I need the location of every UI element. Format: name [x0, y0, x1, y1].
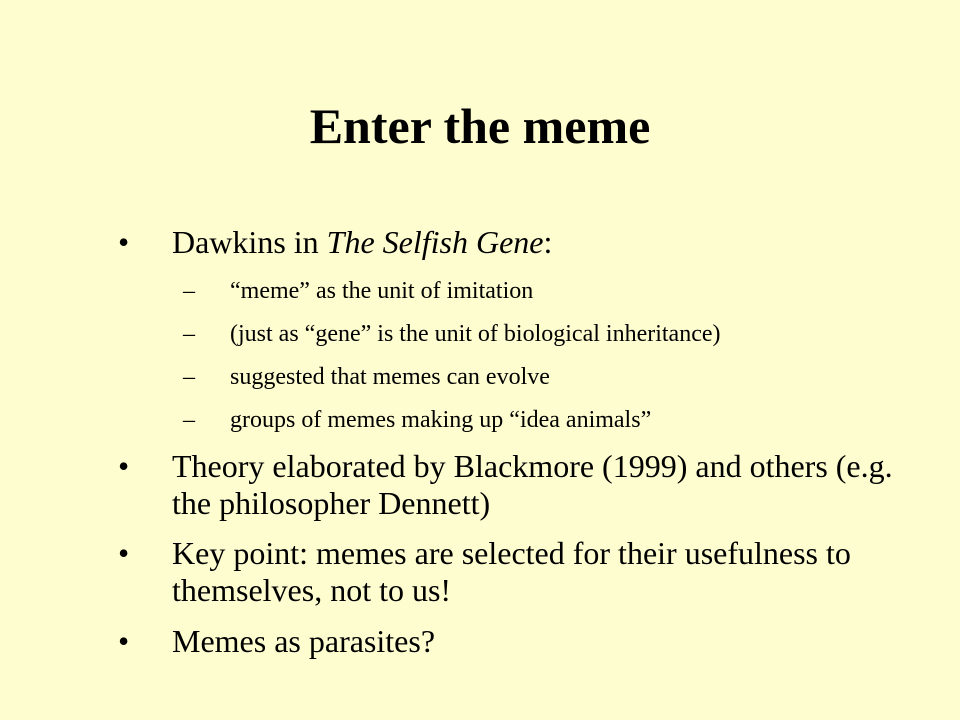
bullet-text-after: :	[543, 224, 553, 260]
bullet-marker: •	[118, 224, 130, 260]
bullet-text	[172, 224, 898, 261]
bullet-blackmore	[118, 448, 898, 522]
sub-marker: –	[183, 321, 195, 347]
subitem-text: suggested that memes can evolve	[230, 364, 550, 390]
sub-marker: –	[183, 278, 195, 304]
subitem-text: (just as “gene” is the unit of biological inheritance)	[230, 321, 721, 347]
bullet-marker: •	[118, 448, 130, 484]
bullet-key-point	[118, 535, 898, 609]
subitem-text: groups of memes making up “idea animals”	[230, 407, 652, 433]
slide-title: Enter the meme	[309, 98, 651, 154]
subitem-gene-analogy	[183, 319, 903, 349]
subitem-text: “meme” as the unit of imitation	[230, 278, 534, 304]
bullet-marker: •	[118, 623, 130, 659]
subitem-idea-animals	[183, 405, 903, 435]
sub-marker: –	[183, 364, 195, 390]
book-title: The Selfish Gene	[326, 224, 544, 260]
subitem-meme-unit	[183, 276, 903, 306]
bullet-text: Memes as parasites?	[172, 623, 436, 659]
bullet-text-before: Dawkins in	[172, 224, 327, 260]
bullet-dawkins	[118, 224, 898, 261]
sub-marker: –	[183, 407, 195, 433]
subitem-memes-evolve	[183, 362, 903, 392]
bullet-marker: •	[118, 535, 130, 571]
bullet-parasites	[118, 623, 898, 660]
bullet-text: Theory elaborated by Blackmore (1999) and others (e.g. the philosopher Dennett)	[172, 448, 893, 521]
bullet-text: Key point: memes are selected for their usefulness to themselves, not to us!	[172, 535, 851, 608]
